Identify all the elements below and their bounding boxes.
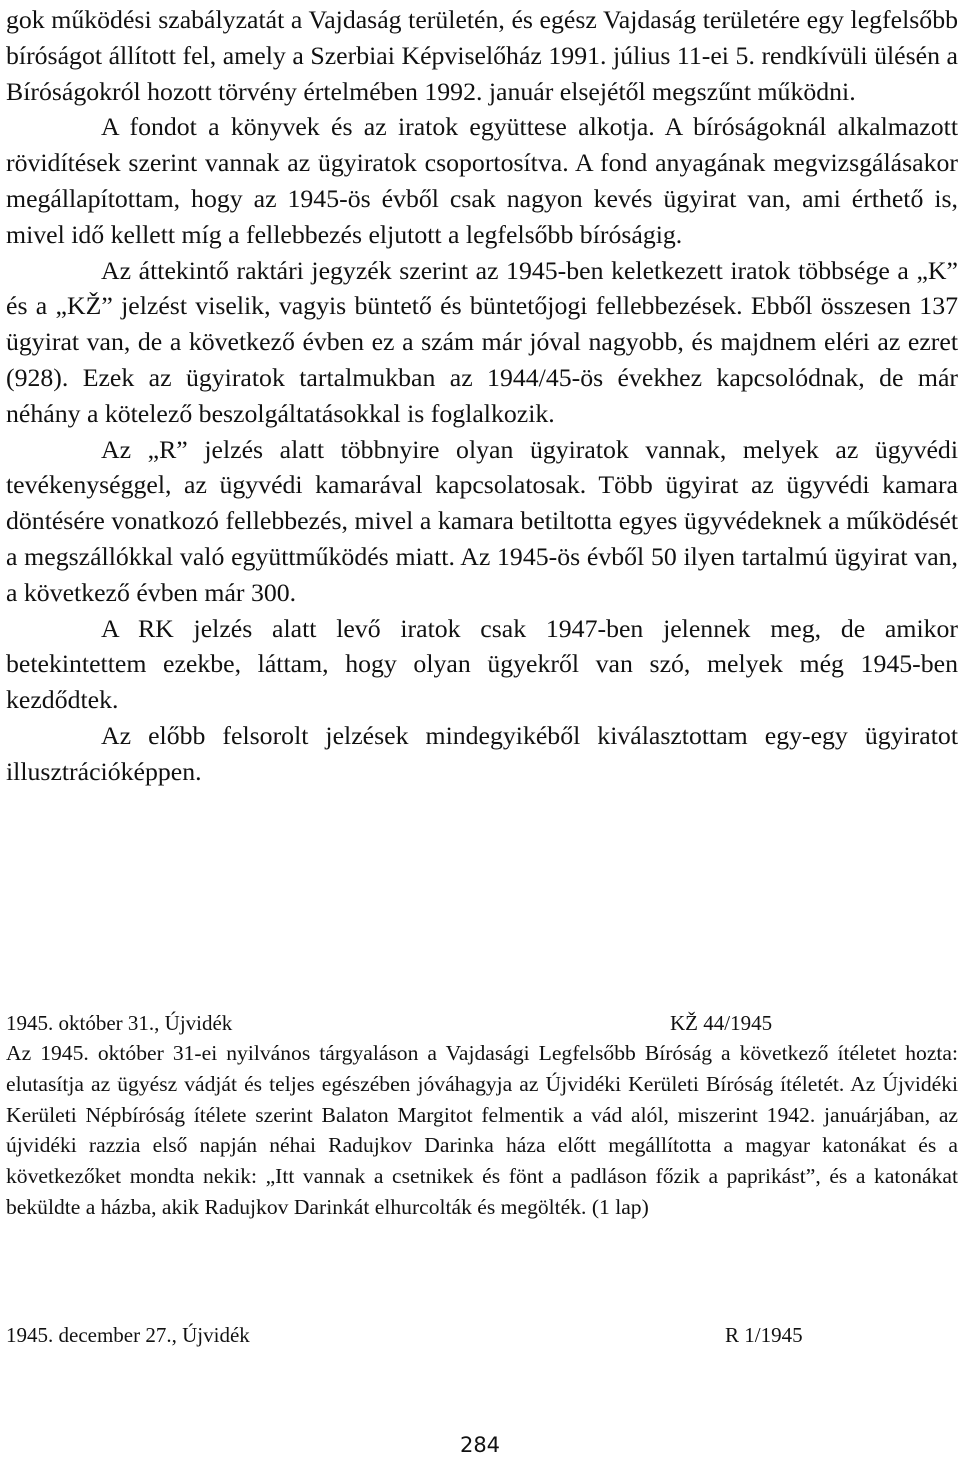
paragraph-rk-mark: A RK jelzés alatt levő iratok csak 1947-ben jelennek meg, de amikor betekintettem ezekbe, láttam, hogy olyan ügyekről van szó, melyek még 1945-ben kezdődtek. <box>6 613 958 715</box>
document-entry-1 <box>6 1008 958 1223</box>
entry-signature: R 1/1945 <box>725 1323 803 1347</box>
paragraph-continued: gok működési szabályzatát a Vajdaság területén, és egész Vajdaság területére egy legfelsőbb bíróságot állított fel, amely a Szerbiai Képviselőház 1991. július 11-ei 5. rendkívüli ülésén a Bíróságokról hozott törvény értelmében 1992. január elsejétől megszűnt működni. <box>6 5 958 106</box>
entry-date: 1945. október 31., Újvidék <box>6 1011 233 1035</box>
paragraph-fond: A fondot a könyvek és az iratok együttese alkotja. A bíróságoknál alkalmazott rövidítések szerint vannak az ügyiratok csoportosítva. A fond anyagának megvizsgálásakor megállapítottam, hogy az 1945-ös évből csak nagyon kevés ügyirat van, ami érthető is, mivel idő kellett míg a fellebbezés eljutott a legfelsőbb bíróságig. <box>6 112 958 249</box>
entry-heading <box>6 1320 958 1350</box>
paragraph-selection: Az előbb felsorolt jelzések mindegyikéből kiválasztottam egy-egy ügyiratot illusztrációképpen. <box>6 720 958 786</box>
page-number: 284 <box>459 1433 501 1457</box>
entry-signature: KŽ 44/1945 <box>670 1011 773 1035</box>
entry-date: 1945. december 27., Újvidék <box>6 1323 250 1347</box>
paragraph-r-mark: Az „R” jelzés alatt többnyire olyan ügyiratok vannak, melyek az ügyvédi tevékenységgel, az ügyvédi kamarával kapcsolatosak. Több ügyirat az ügyvédi kamara döntésére vonatkozó fellebbezés, mivel a kamara betiltotta egyes ügyvédeknek a működését a megszállókkal való együttműködés miatt. Az 1945-ös évből 50 ilyen tartalmú ügyirat van, a következő évben már 300. <box>6 434 958 607</box>
main-text <box>6 2 958 790</box>
entry-summary: Az 1945. október 31-ei nyilvános tárgyaláson a Vajdasági Legfelsőbb Bíróság a következő ítéletet hozta: elutasítja az ügyész vádját és teljes egészében jóváhagyja az Újvidéki Kerületi Bíróság ítéletét. Az Újvidéki Kerületi Népbíróság ítélete szerint Balaton Margitot felmentik a vád alól, miszerint 1942. januárjában, az újvidéki razzia első napján néhai Radujkov Darinka háza előtt megállította a magyar katonákat és a következőket mondta nekik: „Itt vannak a csetnikek és fönt a padláson főzik a paprikást”, és a katonákat beküldte a házba, akik Radujkov Darinkát elhurcolták és megölték. (1 lap) <box>6 1041 958 1219</box>
paragraph-inventory: Az áttekintő raktári jegyzék szerint az 1945-ben keletkezett iratok többsége a „K” és a „KŽ” jelzést viselik, vagyis büntető és büntetőjogi fellebbezések. Ebből összesen 137 ügyirat van, de a következő évben ez a szám már jóval nagyobb, és majdnem eléri az ezret (928). Ezek az ügyiratok tartalmukban az 1944/45-ös évekhez kapcsolódnak, de már néhány a kötelező beszolgáltatásokkal is foglalkozik. <box>6 255 958 428</box>
entry-heading <box>6 1008 958 1038</box>
document-entry-2 <box>6 1320 958 1350</box>
